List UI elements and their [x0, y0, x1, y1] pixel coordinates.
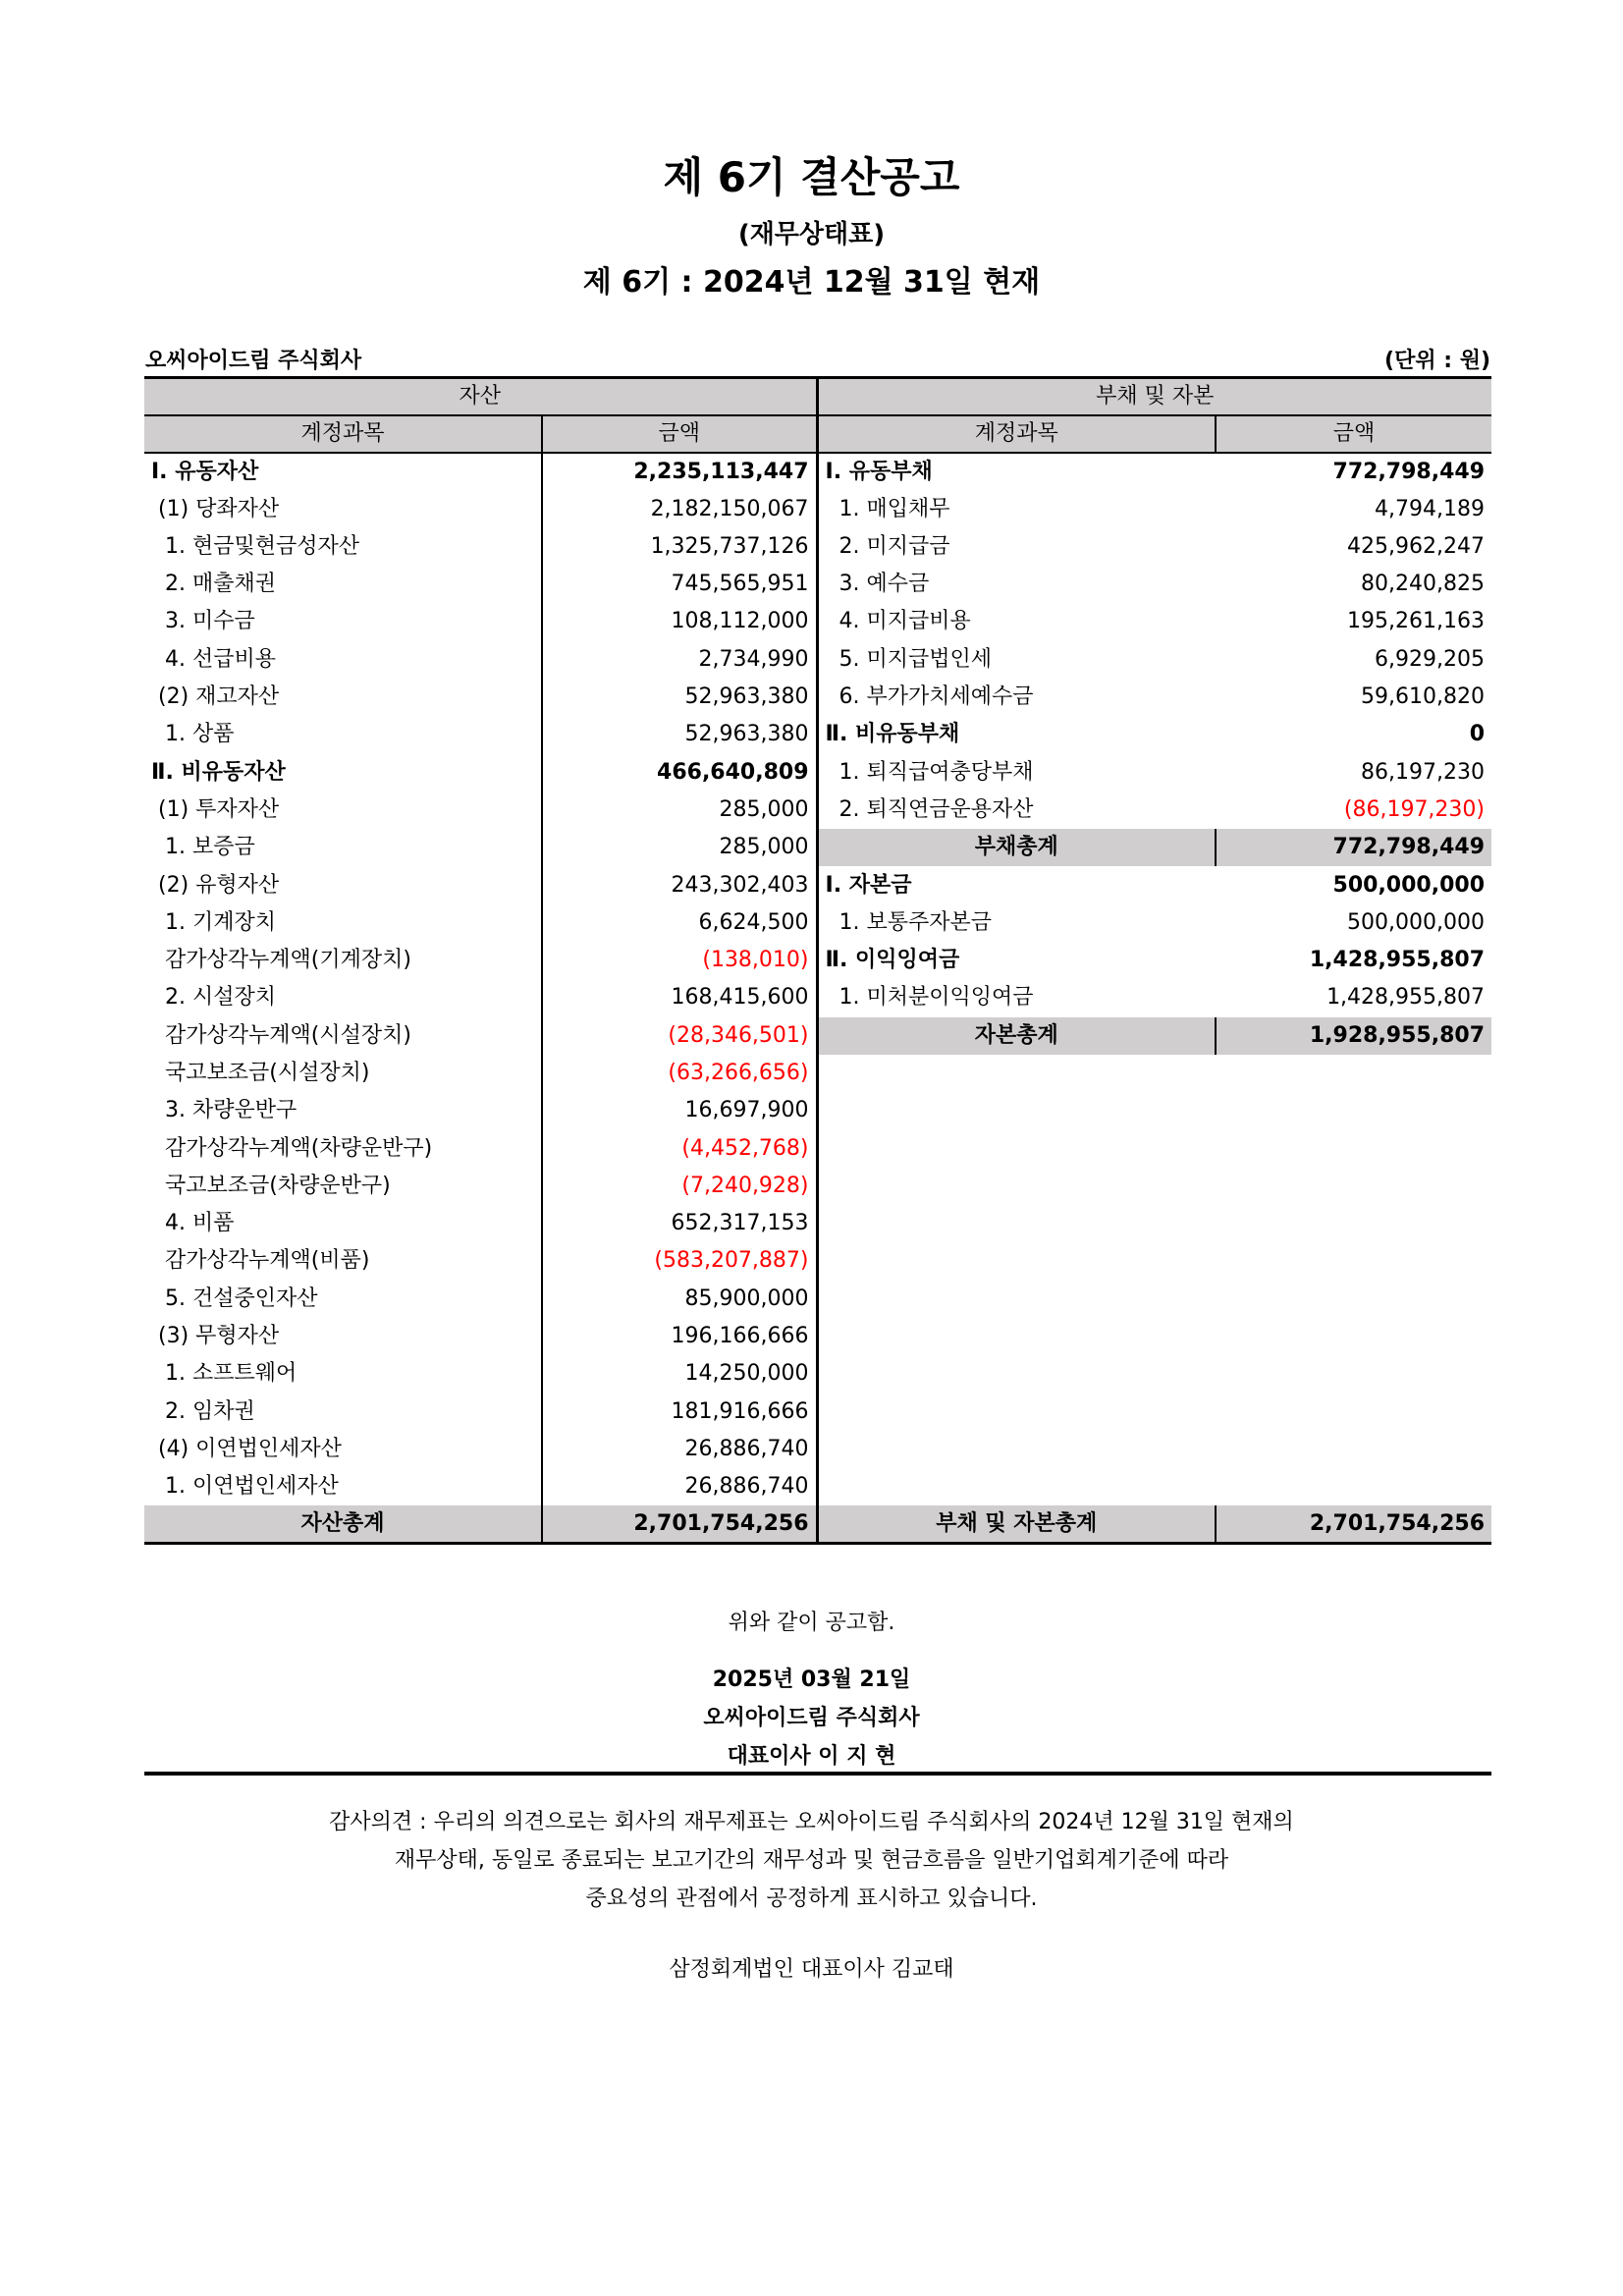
asset-amount: 26,886,740	[542, 1468, 817, 1505]
asset-account: 1. 상품	[144, 716, 542, 753]
grand-total-row	[144, 1505, 1491, 1543]
table-row	[144, 942, 1491, 979]
empty-cell	[1216, 1355, 1491, 1393]
table-row	[144, 753, 1491, 791]
asset-amount: 243,302,403	[542, 866, 817, 903]
le-amount: 500,000,000	[1332, 872, 1486, 898]
subtotal-amount: 1,928,955,807	[1216, 1017, 1491, 1055]
asset-amount: 652,317,153	[542, 1205, 817, 1242]
notice-date: 2025년 03월 21일	[712, 1667, 911, 1692]
table-row	[144, 1242, 1491, 1280]
liab-equity-header: 부채 및 자본	[817, 378, 1491, 415]
table-row	[144, 528, 1491, 566]
empty-cell	[817, 1242, 1216, 1280]
le-account: Ⅰ. 자본금	[825, 872, 912, 898]
asset-account: (1) 투자자산	[144, 792, 542, 829]
asset-amount: 466,640,809	[542, 753, 817, 791]
footer-divider	[144, 1772, 1491, 1776]
le-account: Ⅱ. 비유동부채	[825, 722, 960, 747]
le-total-label: 부채 및 자본총계	[817, 1505, 1216, 1543]
le-account: 4. 미지급비용	[825, 609, 971, 634]
asset-amount: (7,240,928)	[542, 1168, 817, 1205]
asset-amount: (138,010)	[542, 942, 817, 979]
le-account: Ⅰ. 유동부채	[825, 459, 933, 484]
asset-amount: 196,166,666	[542, 1318, 817, 1355]
le-amount: 500,000,000	[1347, 909, 1486, 935]
empty-cell	[1216, 1055, 1491, 1092]
le-account: 2. 퇴직연금운용자산	[825, 796, 1034, 822]
asset-amount: 85,900,000	[542, 1281, 817, 1318]
company-name: 오씨아이드림 주식회사	[145, 349, 362, 373]
le-amount: 4,794,189	[1375, 496, 1486, 521]
table-row	[144, 979, 1491, 1016]
le-total-amount: 2,701,754,256	[1216, 1505, 1491, 1543]
le-account: 1. 퇴직급여충당부채	[825, 759, 1034, 785]
empty-cell	[817, 1129, 1216, 1167]
table-row	[144, 1431, 1491, 1468]
table-row	[144, 1055, 1491, 1092]
le-amount: 86,197,230	[1361, 759, 1486, 785]
asset-amount: 108,112,000	[542, 603, 817, 640]
empty-cell	[1216, 1318, 1491, 1355]
empty-cell	[817, 1055, 1216, 1092]
asset-amount: (583,207,887)	[542, 1242, 817, 1280]
subtotal-amount: 772,798,449	[1216, 829, 1491, 866]
table-row	[144, 453, 1491, 490]
unit-label: (단위 : 원)	[1384, 349, 1490, 373]
empty-cell	[817, 1281, 1216, 1318]
le-account: 3. 예수금	[825, 572, 930, 597]
asset-account: 감가상각누계액(기계장치)	[144, 942, 542, 979]
asset-amount: 2,182,150,067	[542, 490, 817, 527]
le-amount-header: 금액	[1216, 415, 1491, 453]
empty-cell	[1216, 1431, 1491, 1468]
audit-opinion-line-3: 중요성의 관점에서 공정하게 표시하고 있습니다.	[585, 1886, 1038, 1911]
asset-account: 1. 소프트웨어	[144, 1355, 542, 1393]
empty-cell	[1216, 1468, 1491, 1505]
empty-cell	[1216, 1129, 1491, 1167]
table-row	[144, 1318, 1491, 1355]
table-row	[144, 1205, 1491, 1242]
empty-cell	[817, 1431, 1216, 1468]
le-amount: 1,428,955,807	[1309, 948, 1486, 973]
asset-account: 감가상각누계액(시설장치)	[144, 1017, 542, 1055]
asset-amount: 181,916,666	[542, 1394, 817, 1431]
table-row	[144, 1355, 1491, 1393]
le-account: 5. 미지급법인세	[825, 646, 992, 672]
empty-cell	[1216, 1092, 1491, 1129]
table-row	[144, 566, 1491, 603]
table-row	[144, 1394, 1491, 1431]
asset-account: 감가상각누계액(차량운반구)	[144, 1129, 542, 1167]
asset-account: 국고보조금(시설장치)	[144, 1055, 542, 1092]
asset-account: 1. 기계장치	[144, 904, 542, 942]
asset-amount: 26,886,740	[542, 1431, 817, 1468]
table-row	[144, 829, 1491, 866]
table-row	[144, 1168, 1491, 1205]
le-amount: (86,197,230)	[1343, 796, 1486, 822]
le-account: 6. 부가가치세예수금	[825, 684, 1034, 710]
table-row	[144, 1281, 1491, 1318]
asset-amount: 745,565,951	[542, 566, 817, 603]
asset-amount: (28,346,501)	[542, 1017, 817, 1055]
asset-account: (2) 재고자산	[144, 679, 542, 716]
empty-cell	[817, 1355, 1216, 1393]
table-row	[144, 490, 1491, 527]
statement-subtitle: (재무상태표)	[737, 220, 886, 249]
le-account: 1. 매입채무	[825, 496, 950, 521]
asset-amount: 16,697,900	[542, 1092, 817, 1129]
empty-cell	[817, 1468, 1216, 1505]
assets-total-amount: 2,701,754,256	[542, 1505, 817, 1543]
le-account: 1. 보통주자본금	[825, 909, 992, 935]
table-row	[144, 904, 1491, 942]
empty-cell	[1216, 1168, 1491, 1205]
asset-amount: 14,250,000	[542, 1355, 817, 1393]
empty-cell	[817, 1168, 1216, 1205]
asset-account: Ⅰ. 유동자산	[144, 453, 542, 490]
asset-account: 1. 이연법인세자산	[144, 1468, 542, 1505]
assets-total-label: 자산총계	[144, 1505, 542, 1543]
empty-cell	[1216, 1205, 1491, 1242]
asset-amount: (4,452,768)	[542, 1129, 817, 1167]
table-row	[144, 679, 1491, 716]
auditor-signature: 삼정회계법인 대표이사 김교태	[669, 1957, 954, 1982]
fiscal-period: 제 6기 : 2024년 12월 31일 현재	[582, 265, 1041, 300]
le-amount: 195,261,163	[1347, 609, 1486, 634]
asset-amount: 1,325,737,126	[542, 528, 817, 566]
asset-amount: 6,624,500	[542, 904, 817, 942]
le-amount: 425,962,247	[1347, 533, 1486, 559]
asset-account: 3. 미수금	[144, 603, 542, 640]
asset-account: 4. 선급비용	[144, 641, 542, 679]
asset-amount: 2,734,990	[542, 641, 817, 679]
asset-amount: 168,415,600	[542, 979, 817, 1016]
asset-account: 1. 현금및현금성자산	[144, 528, 542, 566]
asset-amount: 52,963,380	[542, 716, 817, 753]
asset-amount: 285,000	[542, 792, 817, 829]
asset-account: 1. 보증금	[144, 829, 542, 866]
asset-account: (1) 당좌자산	[144, 490, 542, 527]
asset-account: 2. 매출채권	[144, 566, 542, 603]
le-amount: 80,240,825	[1361, 572, 1486, 597]
asset-amount: 52,963,380	[542, 679, 817, 716]
empty-cell	[817, 1318, 1216, 1355]
asset-account: 5. 건설중인자산	[144, 1281, 542, 1318]
asset-account: (4) 이연법인세자산	[144, 1431, 542, 1468]
asset-account: (3) 무형자산	[144, 1318, 542, 1355]
empty-cell	[817, 1092, 1216, 1129]
asset-amount: (63,266,656)	[542, 1055, 817, 1092]
le-amount: 0	[1469, 722, 1486, 747]
subtotal-label: 부채총계	[817, 829, 1216, 866]
assets-header: 자산	[144, 378, 817, 415]
le-account: Ⅱ. 이익잉여금	[825, 948, 960, 973]
asset-account: (2) 유형자산	[144, 866, 542, 903]
table-row	[144, 1468, 1491, 1505]
le-amount: 1,428,955,807	[1326, 985, 1486, 1011]
le-amount: 772,798,449	[1332, 459, 1486, 484]
asset-account: 2. 시설장치	[144, 979, 542, 1016]
le-account: 1. 미처분이익잉여금	[825, 985, 1034, 1011]
asset-amount: 2,235,113,447	[542, 453, 817, 490]
le-account-header: 계정과목	[817, 415, 1216, 453]
assets-amount-header: 금액	[542, 415, 817, 453]
asset-account: 4. 비품	[144, 1205, 542, 1242]
empty-cell	[817, 1205, 1216, 1242]
asset-account: 2. 임차권	[144, 1394, 542, 1431]
empty-cell	[1216, 1394, 1491, 1431]
empty-cell	[1216, 1281, 1491, 1318]
le-account: 2. 미지급금	[825, 533, 950, 559]
table-row	[144, 1092, 1491, 1129]
table-row	[144, 641, 1491, 679]
page-title: 제 6기 결산공고	[663, 153, 960, 201]
asset-amount: 285,000	[542, 829, 817, 866]
footer-company: 오씨아이드림 주식회사	[703, 1706, 920, 1730]
asset-account: 국고보조금(차량운반구)	[144, 1168, 542, 1205]
table-row	[144, 716, 1491, 753]
assets-account-header: 계정과목	[144, 415, 542, 453]
ceo-name: 대표이사 이 지 현	[727, 1744, 896, 1769]
audit-opinion-line-2: 재무상태, 동일로 종료되는 보고기간의 재무성과 및 현금흐름을 일반기업회계기준에 따라	[394, 1848, 1229, 1873]
asset-account: Ⅱ. 비유동자산	[144, 753, 542, 791]
table-row	[144, 866, 1491, 903]
le-amount: 59,610,820	[1361, 684, 1486, 710]
notice-text: 위와 같이 공고함.	[728, 1611, 895, 1635]
table-row	[144, 1017, 1491, 1055]
empty-cell	[817, 1394, 1216, 1431]
le-amount: 6,929,205	[1375, 646, 1486, 672]
subtotal-label: 자본총계	[817, 1017, 1216, 1055]
asset-account: 감가상각누계액(비품)	[144, 1242, 542, 1280]
table-row	[144, 603, 1491, 640]
empty-cell	[1216, 1242, 1491, 1280]
table-row	[144, 792, 1491, 829]
balance-sheet-table	[144, 376, 1491, 1545]
audit-opinion-line-1: 감사의견 : 우리의 의견으로는 회사의 재무제표는 오씨아이드림 주식회사의 2024년 12월 31일 현재의	[329, 1810, 1294, 1834]
table-row	[144, 1129, 1491, 1167]
asset-account: 3. 차량운반구	[144, 1092, 542, 1129]
